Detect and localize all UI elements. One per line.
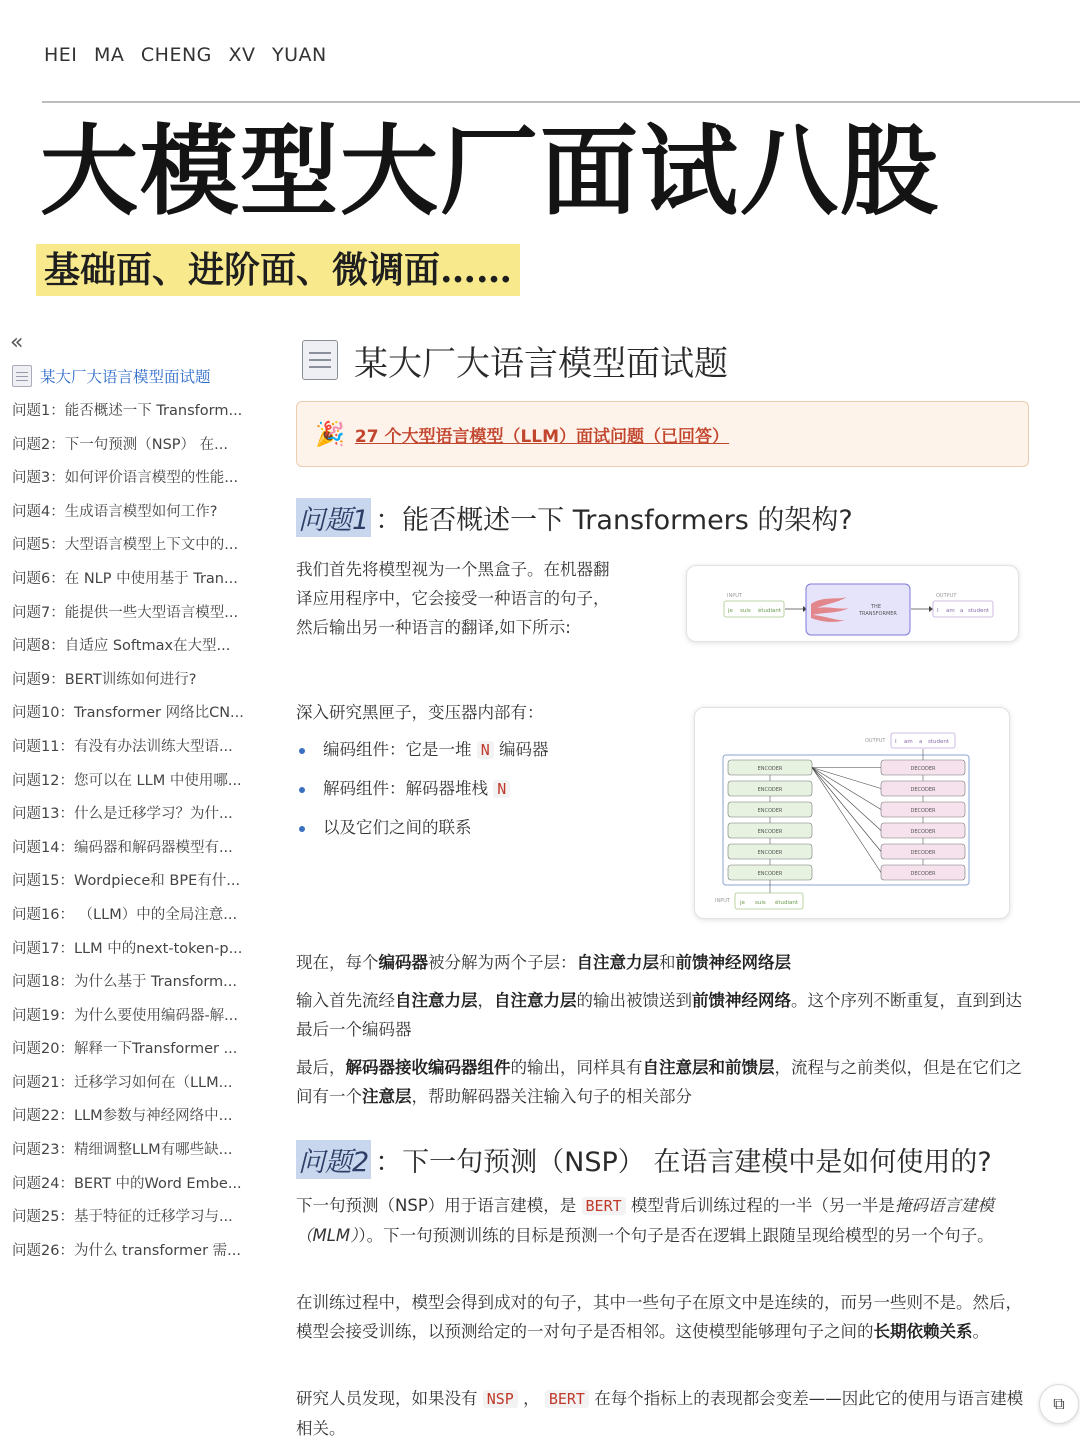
copy-icon[interactable]: ⧉	[1039, 1384, 1079, 1424]
sidebar-item[interactable]: 问题3：如何评价语言模型的性能...	[12, 470, 239, 487]
fig2-input-label: INPUT	[715, 898, 730, 904]
q2-para-2	[296, 1288, 1030, 1346]
sidebar-item[interactable]: 问题15：Wordpiece和 BPE有什...	[12, 873, 241, 890]
text: 被分解为两个子层：	[428, 953, 577, 972]
text: 输入首先流经	[296, 991, 395, 1010]
decoder-label: DECODER	[910, 787, 936, 793]
fig1-box-label: TRANSFORMER	[859, 611, 897, 617]
q1-heading	[296, 498, 853, 537]
sidebar-item[interactable]: 问题7：能提供一些大型语言模型...	[12, 604, 239, 621]
fig2-input-word: je	[740, 900, 745, 906]
text: ）。下一句预测训练的目标是预测一个句子是否在逻辑上跟随呈现给模型的另一个句子。	[358, 1226, 994, 1245]
sidebar-item[interactable]: 问题22：LLM参数与神经网络中...	[12, 1108, 233, 1125]
bullet-text: 以及它们之间的联系	[323, 818, 472, 837]
cross-attention-arrow	[812, 768, 881, 810]
text: ，	[523, 1389, 540, 1408]
fig2-output-word: student	[928, 739, 950, 745]
text: ，流程与之前类似，但是在它们之间有一个	[296, 1058, 1022, 1106]
fig2-output-label: OUTPUT	[865, 738, 886, 744]
transformer-blackbox-diagram	[687, 566, 1020, 643]
poster-title: 大模型大厂面试八股	[40, 114, 941, 229]
code-n: N	[477, 741, 494, 759]
fig2-stacks	[728, 749, 965, 893]
bullet-encoder	[296, 735, 549, 774]
sidebar-item[interactable]: 问题4：生成语言模型如何工作?	[12, 503, 218, 520]
sidebar-item[interactable]: 问题18：为什么基于 Transform...	[12, 974, 238, 991]
sidebar-item[interactable]: 问题20：解释一下Transformer ...	[12, 1041, 238, 1058]
code-bert: BERT	[545, 1390, 589, 1408]
encoder-label: ENCODER	[757, 829, 783, 835]
bold-text: 长期依赖关系	[873, 1322, 973, 1341]
sidebar-item[interactable]: 问题6：在 NLP 中使用基于 Tran...	[12, 570, 238, 587]
decoder-label: DECODER	[910, 808, 936, 814]
q1-tag: 问题1	[296, 498, 371, 537]
bullet-decoder	[296, 774, 549, 813]
sidebar-outline	[12, 400, 262, 1273]
fig1-output-word: a	[960, 608, 964, 614]
text: ，帮助解码器关注输入句子的相关部分	[411, 1087, 692, 1106]
poster-subtitle-highlight	[36, 244, 520, 296]
encoder-decoder-diagram	[695, 708, 1011, 920]
q2-tag: 问题2	[296, 1140, 371, 1179]
fig1-arrowhead	[929, 606, 933, 612]
bold-text: 自注意力层	[576, 953, 659, 972]
brand-text	[44, 44, 337, 66]
q1-para-3	[296, 1053, 1030, 1111]
fig1-input-word: je	[728, 608, 733, 614]
sidebar-item[interactable]: 问题14：编码器和解码器模型有...	[12, 839, 233, 856]
fig1-input-word: suis	[740, 608, 751, 614]
bullet-link	[296, 813, 549, 852]
poster-subtitle: 基础面、进阶面、微调面……	[44, 249, 513, 291]
q1-intro-line: 然后输出另一种语言的翻译,如下所示:	[296, 618, 571, 637]
encoder-label: ENCODER	[757, 850, 783, 856]
sidebar-item[interactable]: 问题11：有没有办法训练大型语...	[12, 738, 233, 755]
q1-para-2	[296, 986, 1030, 1044]
q1-bullet-list	[296, 735, 549, 852]
code-nsp: NSP	[483, 1390, 518, 1408]
text: ，	[477, 991, 494, 1010]
sidebar-item[interactable]: 问题9：BERT训练如何进行?	[12, 671, 197, 688]
brand-word: HEI	[44, 44, 78, 66]
page-header	[296, 334, 1030, 386]
q1-para-1	[296, 948, 1030, 977]
fig1-output-label: OUTPUT	[936, 593, 957, 599]
fig2-input-word: suis	[755, 900, 766, 906]
q2-para-3	[296, 1384, 1030, 1440]
fig1-input-label: INPUT	[727, 593, 742, 599]
cross-attention-arrow	[812, 768, 881, 789]
brand-word: YUAN	[272, 44, 327, 66]
bold-text: 自注意层和前馈层	[642, 1058, 775, 1077]
sidebar-item[interactable]: 问题8：自适应 Softmax在大型...	[12, 638, 231, 655]
fig2-output-word: am	[904, 739, 913, 745]
header-divider	[42, 101, 1080, 103]
text: 在每个指标上的表现都会变差——因此它的使用与语言建模相关。	[296, 1389, 1024, 1438]
fig1-output-word: student	[968, 608, 990, 614]
cross-attention-arrow	[812, 768, 881, 873]
text: 最后，	[296, 1058, 346, 1077]
bold-text: 自注意力层	[395, 991, 478, 1010]
fig2-output-word: I	[895, 739, 897, 745]
bold-text: 前馈神经网络层	[675, 953, 791, 972]
encoder-decoder-figure	[694, 707, 1010, 919]
brand-word: MA	[93, 44, 125, 66]
sidebar-doc-title[interactable]	[12, 365, 211, 387]
fig1-box-label: THE	[871, 604, 881, 610]
collapse-sidebar-button[interactable]: «	[10, 330, 24, 355]
bold-text: 注意层	[362, 1087, 412, 1106]
sidebar-item[interactable]: 问题12：您可以在 LLM 中使用哪...	[12, 772, 242, 789]
transformer-blackbox-figure	[686, 565, 1019, 642]
brand-word: CHENG	[140, 44, 212, 66]
q1-intro-line: 我们首先将模型视为一个黑盒子。在机器翻	[296, 560, 610, 579]
sidebar-item[interactable]: 问题16： （LLM）中的全局注意...	[12, 906, 238, 923]
decoder-label: DECODER	[910, 871, 936, 877]
q1-inside-lead: 深入研究黑匣子，变压器内部有：	[296, 703, 544, 722]
sidebar-item[interactable]: 问题5：大型语言模型上下文中的...	[12, 537, 239, 554]
text: 的输出被馈送到	[576, 991, 692, 1010]
page-title: 某大厂大语言模型面试题	[354, 343, 728, 384]
callout-link[interactable]: 27 个大型语言模型（LLM）面试问题（已回答）	[354, 426, 730, 447]
q1-intro	[296, 555, 656, 642]
sidebar-item[interactable]: 问题21：迁移学习如何在（LLM...	[12, 1074, 233, 1091]
bullet-text: 编码组件：它是一堆	[323, 740, 472, 759]
fig1-input-word: étudiant	[758, 608, 782, 614]
party-popper-icon: 🎉	[315, 420, 345, 448]
fig1-output-word: I	[937, 608, 939, 614]
cross-attention-arrow	[812, 768, 881, 831]
bullet-text: 解码组件：解码器堆栈	[323, 779, 488, 798]
sidebar-item[interactable]: 问题23：精细调整LLM有哪些缺...	[12, 1142, 233, 1159]
bold-text: 编码器	[378, 953, 428, 972]
sidebar-item[interactable]: 问题13：什么是迁移学习？为什...	[12, 806, 233, 823]
bold-text: 前馈神经网络	[692, 991, 791, 1010]
text: 。	[972, 1322, 989, 1341]
sidebar-doc-title-label: 某大厂大语言模型面试题	[40, 368, 211, 386]
text: 现在，每个	[296, 953, 379, 972]
fig2-input-word: étudiant	[775, 900, 799, 906]
sidebar-item[interactable]: 问题25：基于特征的迁移学习与...	[12, 1209, 233, 1226]
text: 在训练过程中，模型会得到成对的句子，其中一些句子在原文中是连续的，而另一些则不是。然后，模型会接受训练，以预测给定的一对句子是否相邻。这使模型能够理句子之间的	[296, 1293, 1022, 1341]
italic-text: 掩码语言建模（MLM）	[296, 1196, 994, 1245]
q2-heading	[296, 1140, 992, 1179]
text: 的输出，同样具有	[510, 1058, 643, 1077]
text: 研究人员发现，如果没有	[296, 1389, 478, 1408]
encoder-label: ENCODER	[757, 871, 783, 877]
sidebar-item[interactable]: 问题2：下一句预测（NSP） 在...	[12, 436, 228, 453]
sidebar-item[interactable]: 问题1：能否概述一下 Transform...	[12, 403, 243, 419]
q2-title: ：下一句预测（NSP） 在语言建模中是如何使用的?	[375, 1147, 992, 1178]
sidebar-item[interactable]: 问题26：为什么 transformer 需...	[12, 1242, 241, 1259]
decoder-label: DECODER	[910, 829, 936, 835]
encoder-label: ENCODER	[757, 808, 783, 814]
decoder-label: DECODER	[910, 850, 936, 856]
sidebar-item[interactable]: 问题24：BERT 中的Word Embe...	[12, 1175, 242, 1192]
fig1-output-word: am	[946, 608, 955, 614]
bold-text: 解码器接收编码器组件	[345, 1058, 511, 1077]
document-icon	[12, 365, 32, 387]
page-document-icon	[302, 340, 338, 380]
encoder-label: ENCODER	[757, 787, 783, 793]
text: 下一句预测（NSP）用于语言建模，是	[296, 1196, 577, 1215]
text: 和	[659, 953, 676, 972]
sidebar-item[interactable]: 问题10：Transformer 网络比CN...	[12, 705, 244, 722]
text: 。这个序列不断重复，直到到达最后一个编码器	[296, 991, 1022, 1039]
text: 模型背后训练过程的一半（另一半是	[630, 1196, 895, 1215]
bullet-text: 编码器	[499, 740, 549, 759]
fig2-output-word: a	[919, 739, 923, 745]
cross-attention-arrow	[812, 768, 881, 852]
code-bert: BERT	[582, 1197, 626, 1215]
code-n: N	[493, 780, 510, 798]
q1-title: ：能否概述一下 Transformers 的架构?	[375, 505, 853, 536]
encoder-label: ENCODER	[757, 766, 783, 772]
decoder-label: DECODER	[910, 766, 936, 772]
brand-word: XV	[228, 44, 256, 66]
q2-para-1	[296, 1191, 1030, 1250]
q1-intro-line: 译应用程序中，它会接受一种语言的句子，	[296, 589, 610, 608]
callout-box	[296, 401, 1029, 467]
sidebar-item[interactable]: 问题19：为什么要使用编码器-解...	[12, 1007, 239, 1024]
bold-text: 自注意力层	[494, 991, 577, 1010]
sidebar-item[interactable]: 问题17：LLM 中的next-token-p...	[12, 940, 243, 957]
